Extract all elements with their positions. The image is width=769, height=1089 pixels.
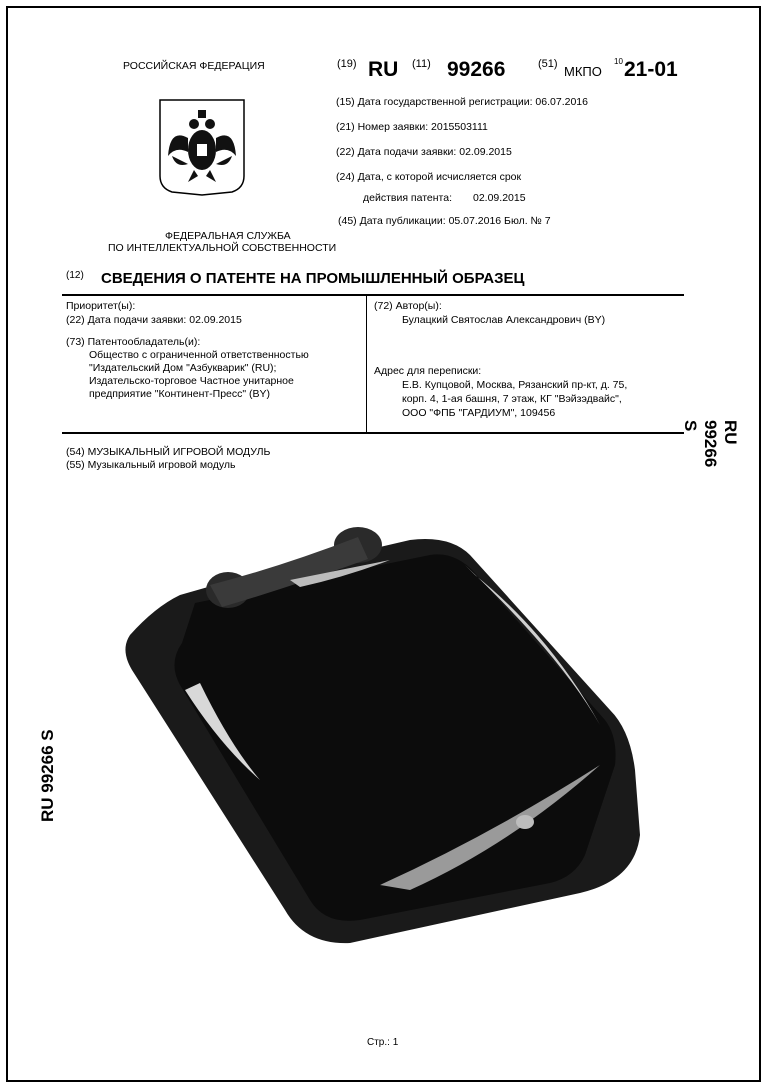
mkpo-label: МКПО xyxy=(564,64,602,79)
patent-number: 99266 xyxy=(447,58,506,81)
field-45: (45) Дата публикации: 05.07.2016 Бюл. № 7 xyxy=(338,215,551,227)
rule-top xyxy=(62,294,684,296)
holder-line-2: "Издательский Дом "Азбукварик" (RU); xyxy=(89,362,277,374)
address-line-2: корп. 4, 1-ая башня, 7 этаж, КГ "Вэйзэдвайс", xyxy=(402,393,622,405)
field-55: (55) Музыкальный игровой модуль xyxy=(66,459,236,471)
address-label: Адрес для переписки: xyxy=(374,365,482,377)
country-name: РОССИЙСКАЯ ФЕДЕРАЦИЯ xyxy=(123,60,265,72)
priority-label: Приоритет(ы): xyxy=(66,300,136,312)
mkpo-edition: 10 xyxy=(614,57,623,66)
product-image xyxy=(110,515,660,960)
side-number-left: RU 99266 S xyxy=(38,729,57,822)
holder-line-4: предприятие "Континент-Пресс" (BY) xyxy=(89,388,271,400)
title-code: (12) xyxy=(66,270,84,281)
address-line-1: Е.В. Купцовой, Москва, Рязанский пр-кт, д. 75, xyxy=(402,379,628,391)
rule-middle xyxy=(366,296,367,432)
priority-value: (22) Дата подачи заявки: 02.09.2015 xyxy=(66,314,242,326)
field-15: (15) Дата государственной регистрации: 06.07.2016 xyxy=(336,96,588,108)
field-54: (54) МУЗЫКАЛЬНЫЙ ИГРОВОЙ МОДУЛЬ xyxy=(66,446,271,458)
code-11: (11) xyxy=(412,58,431,70)
author-label: (72) Автор(ы): xyxy=(374,300,442,312)
rule-bottom xyxy=(62,432,684,434)
field-22: (22) Дата подачи заявки: 02.09.2015 xyxy=(336,146,512,158)
russian-coat-of-arms-icon xyxy=(158,98,246,196)
mkpo-class: 21-01 xyxy=(624,58,678,81)
code-51: (51) xyxy=(538,58,558,70)
document-title: СВЕДЕНИЯ О ПАТЕНТЕ НА ПРОМЫШЛЕННЫЙ ОБРАЗЕЦ xyxy=(101,270,525,287)
address-line-3: ООО "ФПБ "ГАРДИУМ", 109456 xyxy=(402,407,556,419)
code-19: (19) xyxy=(337,58,357,70)
agency-line-1: ФЕДЕРАЛЬНАЯ СЛУЖБА xyxy=(165,230,291,242)
agency-line-2: ПО ИНТЕЛЛЕКТУАЛЬНОЙ СОБСТВЕННОСТИ xyxy=(108,242,337,254)
author-value: Булацкий Святослав Александрович (BY) xyxy=(402,314,606,326)
field-24-label: действия патента: xyxy=(363,192,453,204)
holder-label: (73) Патентообладатель(и): xyxy=(66,336,201,348)
holder-line-3: Издательско-торговое Частное унитарное xyxy=(89,375,294,387)
field-24-line-1: (24) Дата, с которой исчисляется срок xyxy=(336,171,522,183)
country-code: RU xyxy=(368,58,399,81)
field-24-value: 02.09.2015 xyxy=(473,192,526,204)
field-21: (21) Номер заявки: 2015503111 xyxy=(336,121,488,133)
holder-line-1: Общество с ограниченной ответственностью xyxy=(89,349,309,361)
side-number-right: RU 99266 S xyxy=(681,420,740,468)
page-number: Стр.: 1 xyxy=(367,1037,399,1048)
